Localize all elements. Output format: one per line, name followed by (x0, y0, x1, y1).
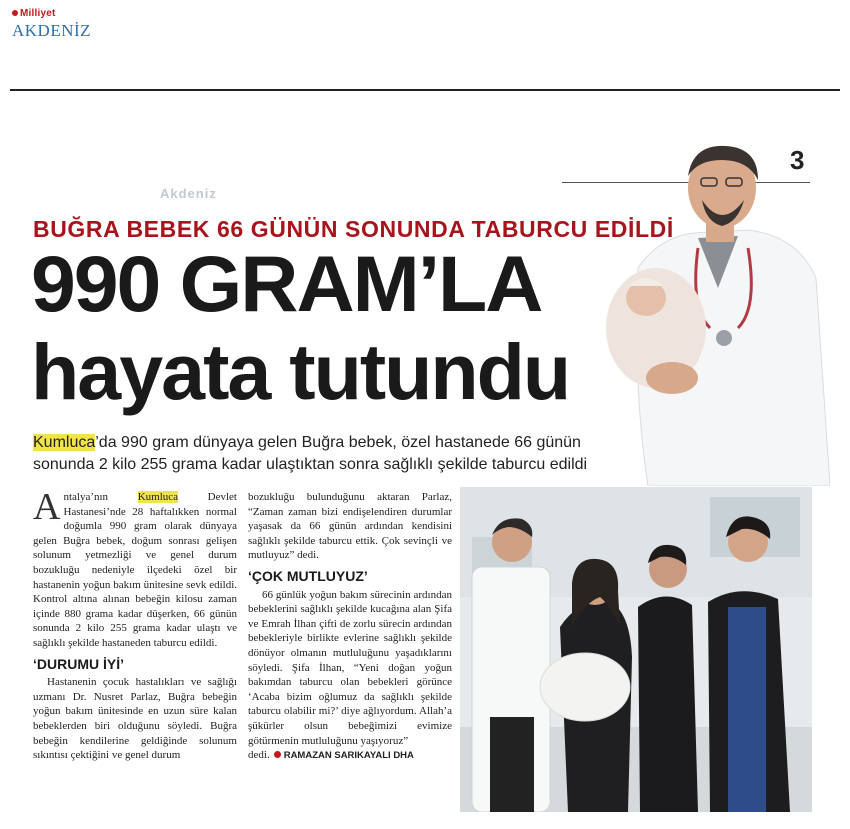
milliyet-logo (12, 8, 56, 19)
logo-dot-icon (12, 10, 18, 16)
lead-text: ’da 990 gram dünyaya gelen Buğra bebek, özel hastanede 66 günün sonunda 2 kilo 255 grama kadar ulaştıktan sonra sağlıklı şekilde taburcu edildi (33, 434, 588, 473)
byline: RAMAZAN SARIKAYALI DHA (283, 750, 414, 762)
column1-paragraph-2: Hastanenin çocuk hastalıkları ve sağlığı uzmanı Dr. Nusret Parlaz, Buğra bebeğin yoğun bakım ünitesinde en uzun süre kalan bebeklerden biri olduğunu söyledi. Buğra bebeğin kendilerine geldiğinde solunum sıkıntısı çektiğini ve genel durum (33, 676, 237, 762)
brand-name: Milliyet (20, 8, 56, 19)
faint-watermark-text: Akdeniz (160, 186, 217, 201)
headline-line-2: hayata tutundu (31, 327, 570, 416)
subhead-cok-mutluyuz: ‘ÇOK MUTLUYUZ’ (248, 567, 368, 584)
headline-line-1: 990 GRAM’LA (31, 239, 542, 328)
kicker-headline: BUĞRA BEBEK 66 GÜNÜN SONUNDA TABURCU EDİLDİ (33, 216, 674, 242)
column1-text-start: ntalya’nın (63, 491, 138, 503)
lead-highlight: Kumluca (33, 434, 96, 451)
column1-highlight: Kumluca (137, 491, 179, 503)
article-column-2 (248, 490, 452, 764)
subhead-durumu-iyi: ‘DURUMU İYİ’ (33, 655, 124, 672)
byline-dot-icon (274, 751, 281, 758)
page-number: 3 (790, 145, 805, 175)
column2-paragraph-1: bozukluğu bulunduğunu aktaran Parlaz, “Zaman zaman bizi endişelendiren durumlar yaşasak da 66 günün ardından kendisini sağlıklı şekilde taburcu ettik. Çok sevinçli ve mutluyuz” dedi. (248, 491, 452, 562)
column2-ending (248, 748, 452, 764)
doctor-holding-baby-photo (598, 138, 830, 486)
lead-paragraph (33, 432, 633, 476)
masthead-divider (10, 89, 840, 91)
column1-paragraph-1: Devlet Hastanesi’nde 28 haftalıkken normal doğumla 990 gram olarak dünyaya gelen Buğra bebek, doğum sonrası gelişen solunum yetmezliği ve genel durum bozukluğu nedeniyle ilçedeki özel bir hastanenin yoğun bakım ünitesine sevk edildi. Kontrol altına alınan bebeğin kilosu zaman içinde 880 grama kadar düşerken, 66 günün sonunda 2 kilo 255 grama kadar ulaştı ve sağlıklı şekilde hastaneden taburcu edildi. (33, 491, 237, 649)
column2-paragraph-2: 66 günlük yoğun bakım sürecinin ardından bebeklerini sağlıklı şekilde kucağına alan Şifa ve Emrah İlhan çifti de zorlu sürecin ardından bebekleriyle birlikte evlerine sağlıklı şekilde dönüyor olmanın mutluluğunu yaşadıklarını söyledi. Şifa İlhan, “Yeni doğan yoğun bakımdan taburcu olan bebekleri görünce ‘Acaba bizim oğlumuz da sağlıklı şekilde taburcu olabilir mi?’ diye ağlıyordum. Allah’a şükürler olsun bebeğimizi evimize götürmenin mutluluğunu yaşıyoruz” (248, 588, 452, 747)
family-and-doctors-photo (460, 487, 812, 812)
column2-end-word: dedi. (248, 749, 270, 762)
article-column-1 (33, 486, 237, 763)
drop-cap: A (33, 486, 61, 528)
edition-name: AKDENİZ (12, 21, 92, 40)
